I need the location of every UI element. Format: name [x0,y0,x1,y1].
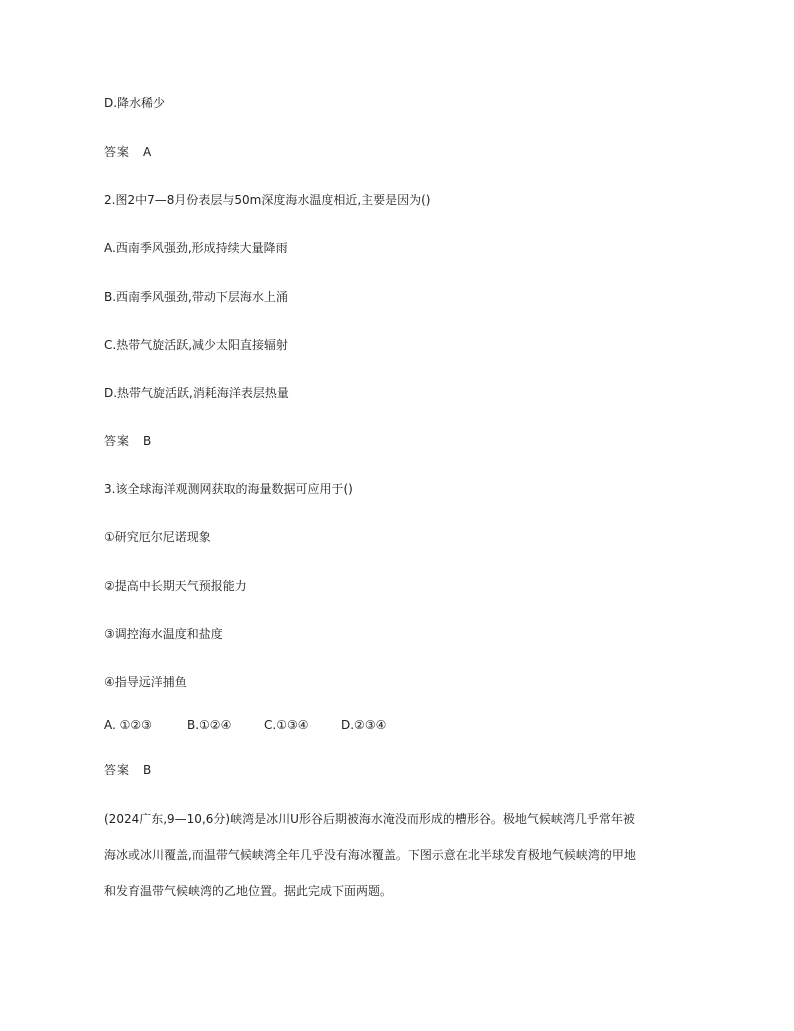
q1-option-d: D.降水稀少 [104,96,166,110]
q3-option-d: D.②③④ [341,718,387,732]
q3-options-row [104,717,424,733]
q2-stem: 2.图2中7—8月份表层与50m深度海水温度相近,主要是因为() [104,193,431,207]
q3-item-2: ②提高中长期天气预报能力 [104,579,247,593]
q2-option-b: B.西南季风强劲,带动下层海水上涌 [104,290,288,304]
passage-line: (2024广东,9—10,6分)峡湾是冰川U形谷后期被海水淹没而形成的槽形谷。极地气候峡湾几乎常年被 [104,812,635,826]
q3-option-c: C.①③④ [264,718,309,732]
answer-1: 答案 A [104,145,153,159]
answer-2: 答案 B [104,434,153,448]
q3-option-a: A. ①②③ [104,718,152,732]
q3-item-1: ①研究厄尔尼诺现象 [104,530,211,544]
answer-3: 答案 B [104,763,153,777]
q2-option-a: A.西南季风强劲,形成持续大量降雨 [104,241,288,255]
passage-line: 和发育温带气候峡湾的乙地位置。据此完成下面两题。 [104,884,393,898]
q3-stem: 3.该全球海洋观测网获取的海量数据可应用于() [104,482,353,496]
q2-option-c: C.热带气旋活跃,减少太阳直接辐射 [104,338,289,352]
passage [104,810,704,900]
passage-line: 海冰或冰川覆盖,而温带气候峡湾全年几乎没有海冰覆盖。下图示意在北半球发育极地气候峡湾的甲地 [104,848,636,862]
q3-item-4: ④指导远洋捕鱼 [104,675,187,689]
q3-option-b: B.①②④ [187,718,232,732]
q2-option-d: D.热带气旋活跃,消耗海洋表层热量 [104,386,289,400]
q3-item-3: ③调控海水温度和盐度 [104,627,223,641]
